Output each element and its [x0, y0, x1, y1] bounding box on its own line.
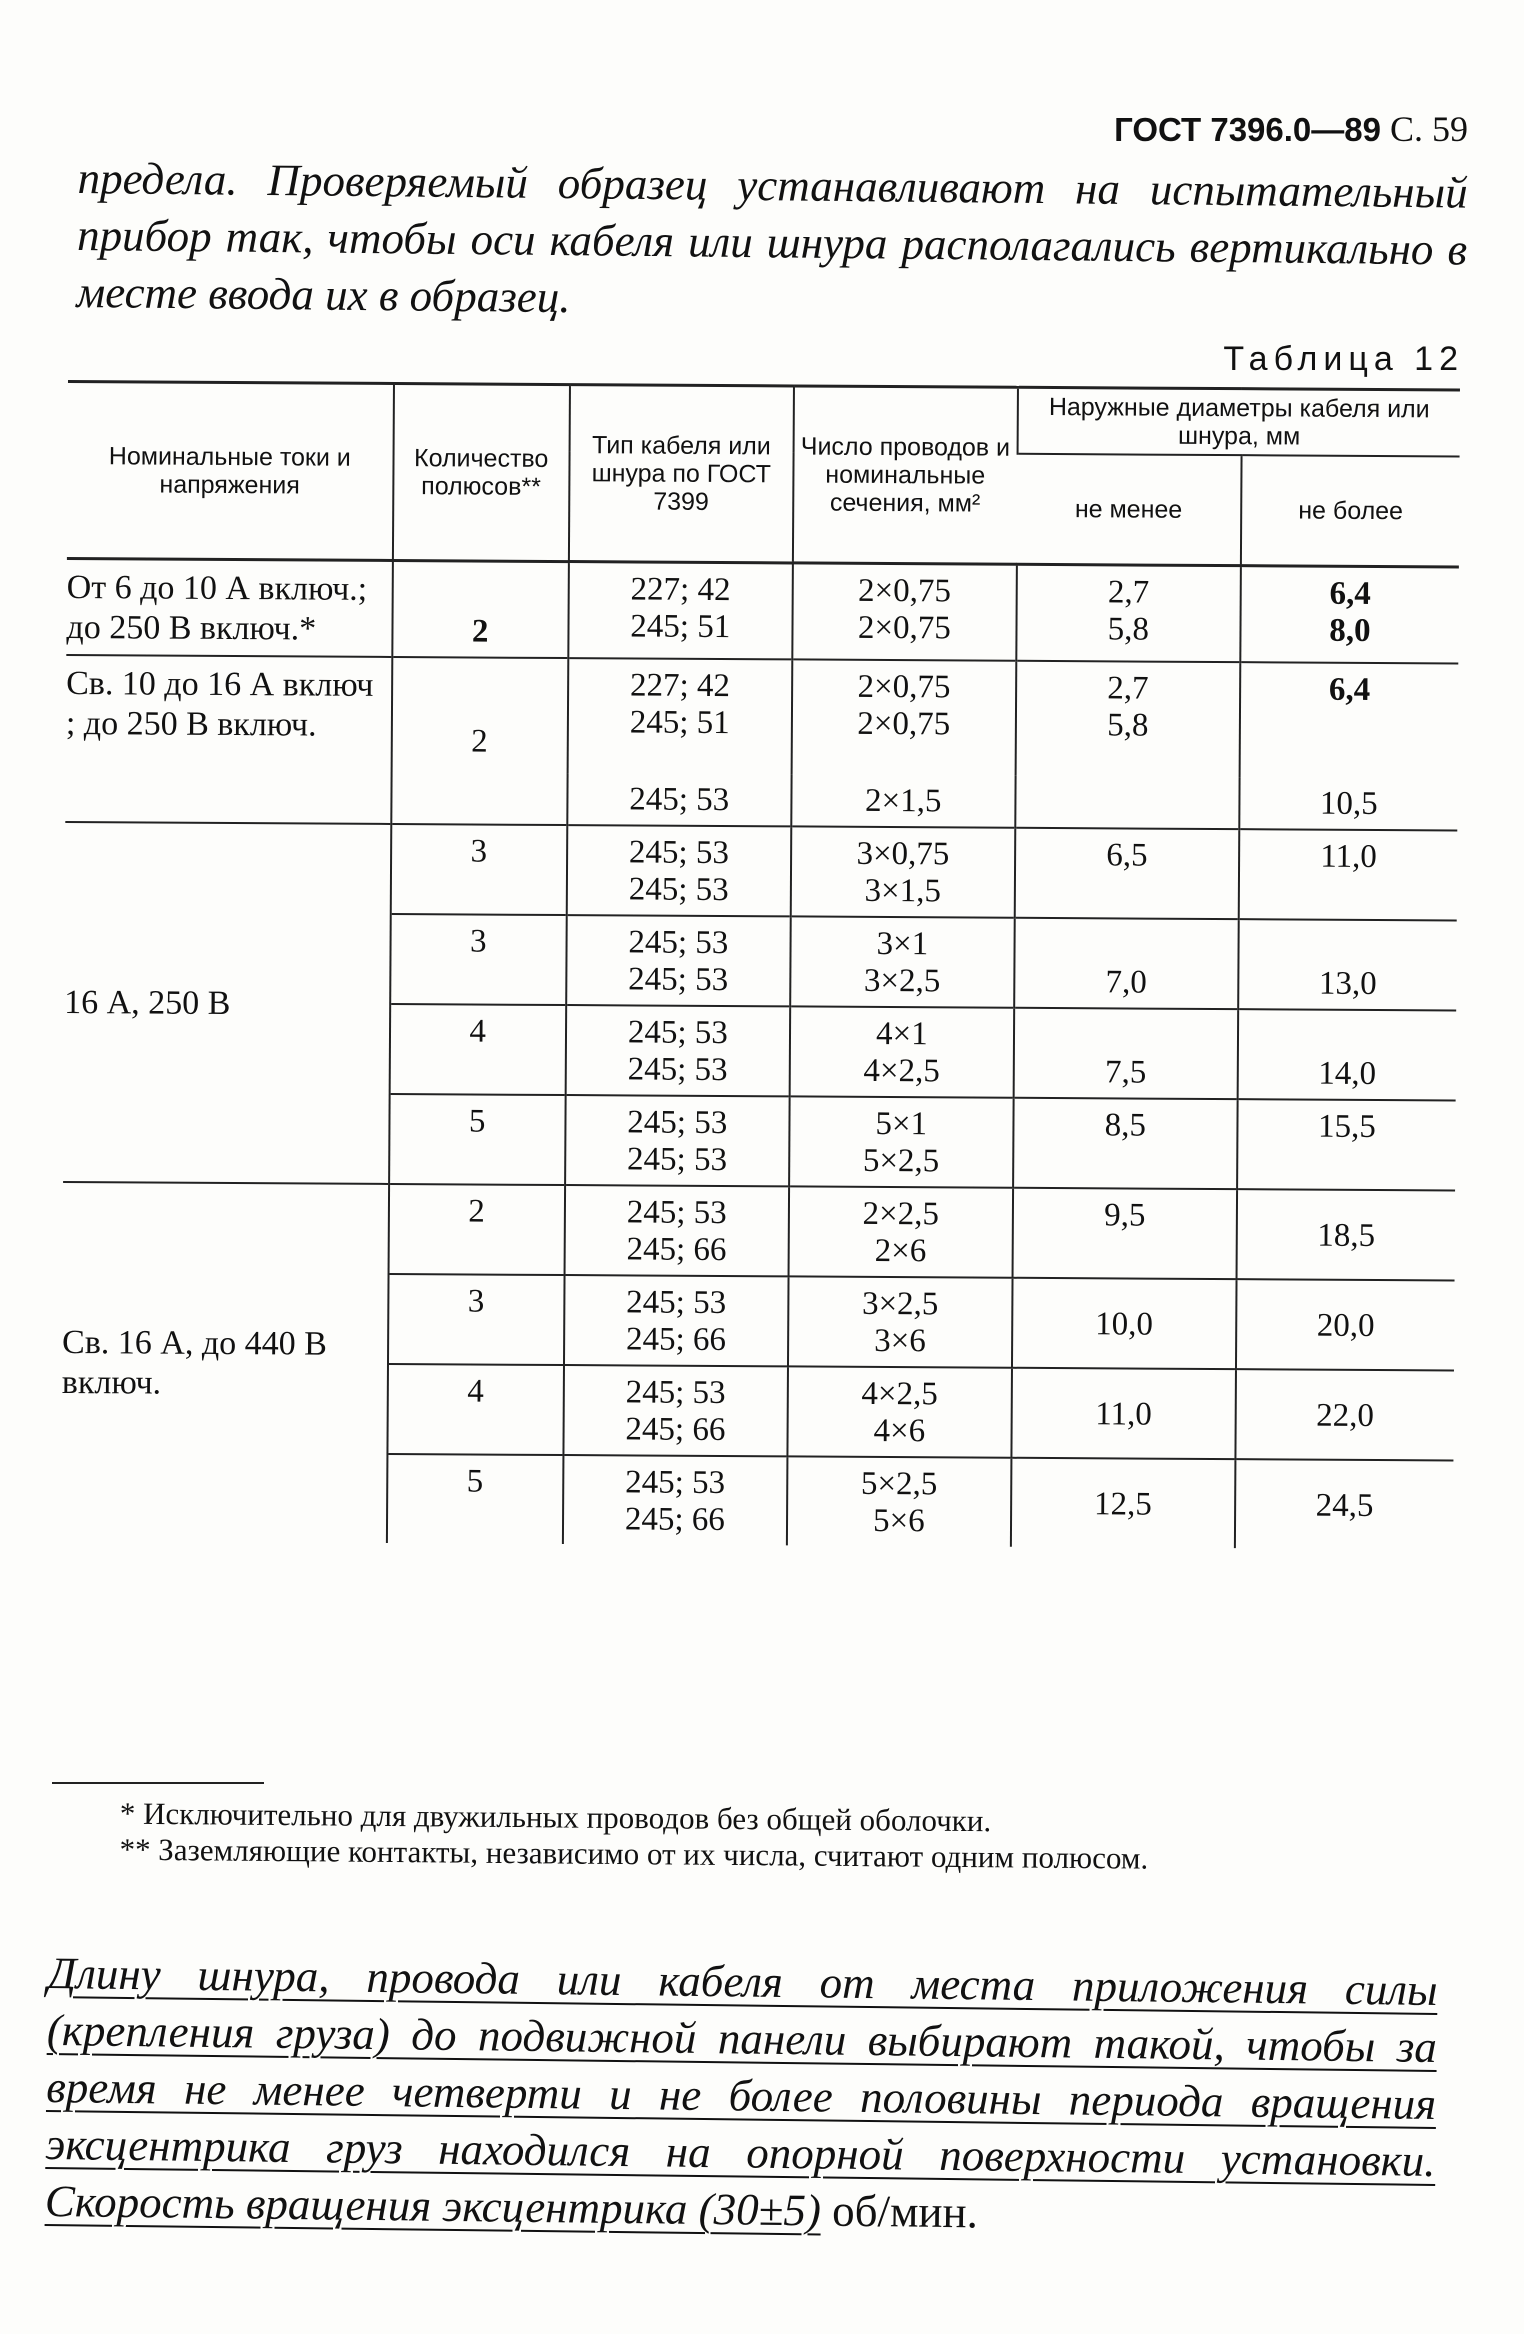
closing-paragraph	[45, 1945, 1438, 2247]
poles-cell: 5	[386, 1454, 563, 1544]
max-cell: 24,5	[1235, 1459, 1454, 1549]
max-cell: 14,0	[1237, 1009, 1456, 1100]
type-cell: 245; 53 245; 66	[564, 1275, 789, 1366]
min-cell: 2,7 5,8	[1016, 564, 1241, 662]
poles-cell: 5	[389, 1094, 566, 1185]
page-header	[1114, 108, 1468, 150]
standard-number: ГОСТ 7396.0—89	[1114, 111, 1381, 148]
section-cell: 3×1 3×2,5	[790, 916, 1015, 1007]
cable-diameter-table	[61, 380, 1460, 1549]
poles-cell: 2	[388, 1184, 565, 1275]
footnote-1: * Исключительно для двужильных проводов без общей оболочки.	[119, 1795, 992, 1839]
max-cell: 18,5	[1236, 1189, 1455, 1280]
type-cell: 227; 42 245; 51	[567, 658, 792, 774]
max-cell: 22,0	[1235, 1369, 1454, 1460]
min-cell: 9,5	[1012, 1188, 1237, 1279]
min-cell: 2,7 5,8	[1015, 661, 1240, 777]
type-cell: 245; 53 245; 53	[566, 915, 791, 1006]
type-cell: 245; 53 245; 53	[565, 1095, 790, 1186]
footnote-2: ** Заземляющие контакты, независимо от их числа, считают одним полюсом.	[119, 1831, 1149, 1876]
group-label: Св. 10 до 16 А включ ; до 250 В включ.	[65, 655, 392, 824]
header-min: не менее	[1017, 454, 1242, 566]
type-cell: 245; 53 245; 53	[567, 825, 792, 916]
section-cell: 2×0,75 2×0,75	[791, 659, 1016, 775]
poles-cell: 2	[392, 560, 569, 658]
type-cell: 245; 53	[567, 773, 791, 826]
min-cell: 6,5	[1015, 828, 1240, 919]
min-cell: 7,5	[1013, 1008, 1238, 1099]
group-label: Св. 16 А, до 440 В включ.	[61, 1182, 389, 1543]
section-cell: 2×2,5 2×6	[788, 1186, 1013, 1277]
section-cell: 3×2,5 3×6	[788, 1276, 1013, 1367]
max-cell: 6,4 8,0	[1240, 566, 1459, 664]
table-caption: Таблица 12	[1223, 340, 1464, 378]
closing-unit: об/мин.	[831, 2185, 979, 2238]
type-cell: 245; 53 245; 53	[565, 1005, 790, 1096]
header-currents-voltages: Номинальные токи и напряжения	[67, 381, 394, 560]
section-cell: 2×0,75 2×0,75	[792, 563, 1017, 661]
type-cell: 245; 53 245; 66	[563, 1455, 788, 1545]
footnote-divider	[52, 1782, 264, 1784]
min-cell: 7,0	[1014, 918, 1239, 1009]
poles-cell: 3	[390, 914, 567, 1005]
group-label: От 6 до 10 А включ.; до 250 В включ.*	[66, 568, 368, 648]
poles-cell: 4	[387, 1364, 564, 1455]
header-max: не более	[1241, 455, 1460, 567]
max-cell: 10,5	[1239, 777, 1457, 830]
poles-cell: 3	[388, 1274, 565, 1365]
header-poles: Количество полюсов**	[392, 383, 569, 561]
section-cell: 4×2,5 4×6	[787, 1366, 1012, 1457]
footnotes	[47, 1795, 1438, 1879]
max-cell: 20,0	[1236, 1279, 1455, 1370]
header-conductors: Число проводов и номинальные сечения, мм²	[793, 386, 1018, 564]
min-cell: 8,5	[1013, 1098, 1238, 1189]
min-cell: 11,0	[1011, 1368, 1236, 1459]
header-outer-diameter: Наружные диаметры кабеля или шнура, мм	[1017, 387, 1460, 456]
poles-cell: 2	[391, 657, 568, 825]
section-cell: 3×0,75 3×1,5	[791, 826, 1016, 917]
group-label: 16 А, 250 В	[63, 822, 391, 1184]
table-row	[65, 822, 1458, 921]
intro-paragraph: предела. Проверяемый образец устанавливают на испытательный прибор так, чтобы оси кабеля или шнура располагались вертикально в месте ввода их в образец.	[76, 152, 1468, 323]
max-cell: 15,5	[1237, 1099, 1456, 1190]
poles-cell: 4	[389, 1004, 566, 1095]
type-cell: 245; 53 245; 66	[563, 1365, 788, 1456]
max-cell: 6,4	[1239, 662, 1458, 778]
table-row	[66, 655, 1459, 779]
poles-cell: 3	[390, 824, 567, 915]
type-cell: 245; 53 245; 66	[564, 1185, 789, 1276]
min-cell: 12,5	[1011, 1458, 1236, 1548]
section-cell: 4×1 4×2,5	[789, 1006, 1014, 1097]
section-cell: 5×2,5 5×6	[787, 1456, 1012, 1546]
type-cell: 227; 42 245; 51	[568, 562, 793, 660]
min-cell	[1015, 776, 1239, 829]
page-number: С. 59	[1389, 109, 1468, 149]
closing-text: Длину шнура, провода или кабеля от места приложения силы (крепления груза) до подвижной панели выбирают такой, чтобы за время не менее четверти и не более половины периода вращения эксцентрика груз находился на опорной поверхности установки. Скорость вращения эксцентрика (30±5)	[44, 1947, 1438, 2236]
table-row	[63, 1182, 1456, 1281]
max-cell: 13,0	[1238, 919, 1457, 1010]
min-cell: 10,0	[1012, 1278, 1237, 1369]
max-cell: 11,0	[1239, 829, 1458, 920]
table-row	[66, 558, 1459, 663]
section-cell: 5×1 5×2,5	[789, 1096, 1014, 1187]
section-cell: 2×1,5	[791, 774, 1015, 827]
header-cable-type: Тип кабеля или шнура по ГОСТ 7399	[569, 385, 794, 563]
